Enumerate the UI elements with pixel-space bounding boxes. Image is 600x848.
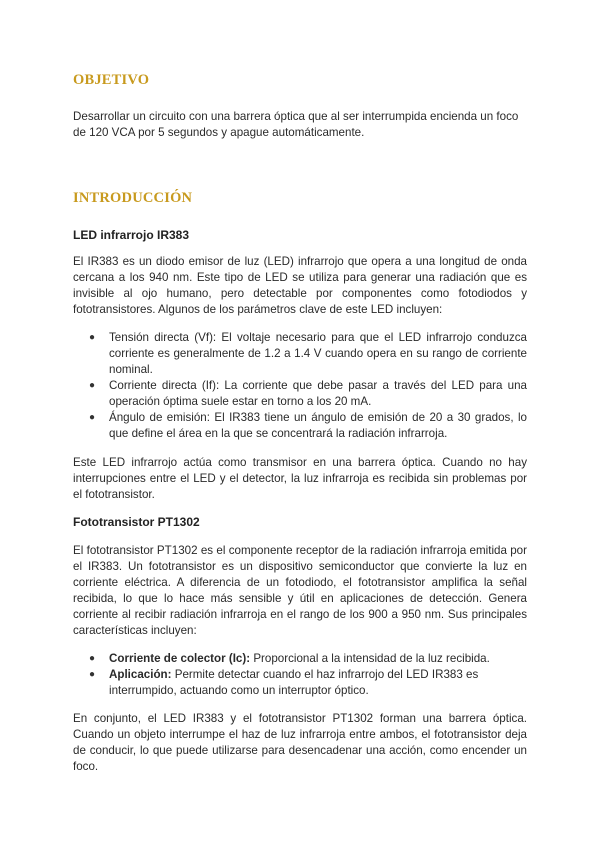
list-item bbox=[73, 667, 527, 699]
feature-text: Permite detectar cuando el haz infrarrojo del LED IR383 es interrumpido, actuando como un interruptor óptico. bbox=[109, 668, 479, 697]
feature-text: Proporcional a la intensidad de la luz recibida. bbox=[250, 652, 490, 665]
objetivo-heading: OBJETIVO bbox=[73, 72, 150, 88]
pt-features-list bbox=[73, 651, 527, 699]
list-item bbox=[73, 330, 527, 378]
feature-label: Corriente de colector (Ic): bbox=[109, 652, 251, 665]
pt-intro-paragraph: El fototransistor PT1302 es el componente receptor de la radiación infrarroja emitida por el IR383. Un fototransistor es un dispositivo semiconductor que convierte la luz en corriente eléctrica. A diferencia de un fotodiodo, el fototransistor amplifica la señal recibida, lo que lo hace más sensible y útil en aplicaciones de detección. Genera corriente al recibir radiación infrarroja en el rango de los 900 a 950 nm. Sus principales características incluyen: bbox=[73, 544, 527, 637]
pt-title: Fototransistor PT1302 bbox=[73, 515, 200, 529]
led-title: LED infrarrojo IR383 bbox=[73, 228, 190, 242]
introduccion-heading: INTRODUCCIÓN bbox=[73, 190, 193, 206]
feature-label: Aplicación: bbox=[109, 668, 172, 681]
bullet-icon: ● bbox=[89, 332, 96, 343]
conclusion-paragraph: En conjunto, el LED IR383 y el fototransistor PT1302 forman una barrera óptica. Cuando un objeto interrumpe el haz de luz infrarroja entre ambos, el fototransistor deja de conducir, lo que puede utilizarse para desencadenar una acción, como encender un foco. bbox=[73, 712, 527, 773]
objetivo-text: Desarrollar un circuito con una barrera óptica que al ser interrumpida encienda un foco de 120 VCA por 5 segundos y apague automáticamente. bbox=[73, 110, 519, 139]
bullet-icon: ● bbox=[89, 412, 96, 423]
list-item-text: Ángulo de emisión: El IR383 tiene un ángulo de emisión de 20 a 30 grados, lo que define el área en la que se concentrará la radiación infrarroja. bbox=[109, 411, 527, 440]
bullet-icon: ● bbox=[89, 669, 96, 680]
list-item bbox=[73, 651, 527, 667]
led-intro-paragraph: El IR383 es un diodo emisor de luz (LED) infrarrojo que opera a una longitud de onda cercana a los 940 nm. Este tipo de LED se utiliza para generar una radiación que es invisible al ojo humano, pero detectable por componentes como fotodiodos y fototransistores. Algunos de los parámetros clave de este LED incluyen: bbox=[73, 255, 527, 316]
list-item-text: Corriente directa (If): La corriente que debe pasar a través del LED para una operación óptima suele estar en torno a los 20 mA. bbox=[109, 379, 527, 408]
led-closing-paragraph: Este LED infrarrojo actúa como transmisor en una barrera óptica. Cuando no hay interrupciones entre el LED y el detector, la luz infrarroja es recibida sin problemas por el fototransistor. bbox=[73, 456, 527, 501]
list-item bbox=[73, 410, 527, 442]
list-item-text: Tensión directa (Vf): El voltaje necesario para que el LED infrarrojo conduzca corriente es generalmente de 1.2 a 1.4 V cuando opera en su rango de corriente nominal. bbox=[109, 331, 527, 376]
bullet-icon: ● bbox=[89, 380, 96, 391]
bullet-icon: ● bbox=[89, 653, 96, 664]
led-parameters-list bbox=[73, 330, 527, 442]
list-item bbox=[73, 378, 527, 410]
